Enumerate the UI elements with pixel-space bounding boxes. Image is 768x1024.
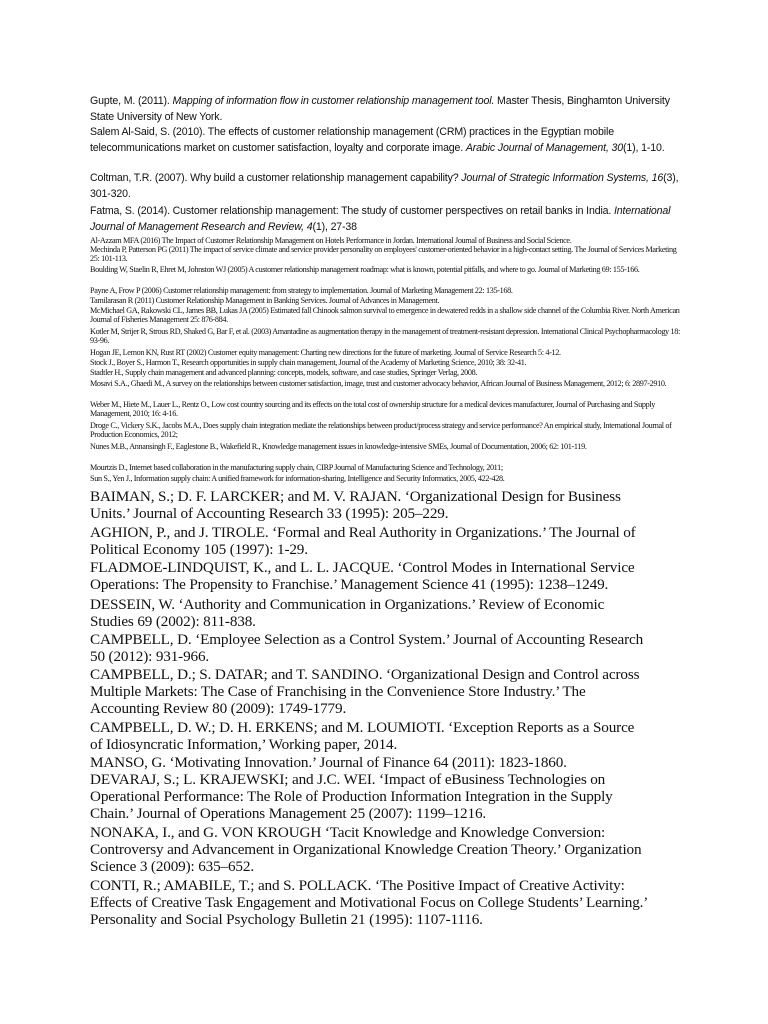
reference-text-segment: NONAKA, I., and G. VON KROUGH ‘Tacit Knowledge and Knowledge Conversion: Controversy and Advancement in Organizational Knowledge Creation Theory.’ Organization Science 3 (2009): 635–652. <box>90 824 642 876</box>
reference-text-segment: DEVARAJ, S.; L. KRAJEWSKI; and J.C. WEI. ‘Impact of eBusiness Technologies on Operational Performance: The Role of Production Information Integration in the Supply Chain.’ Journal of Operations Management 25 (2007): 1199–1216. <box>90 771 613 823</box>
reference-entry-1 <box>90 94 680 125</box>
reference-italic-segment: Journal of Strategic Information Systems, 16 <box>461 172 664 184</box>
reference-text-segment: Gupte, M. (2011). <box>90 95 173 107</box>
reference-text-segment: Tamilarasan R (2011) Customer Relationship Management in Banking Services. Journal of Advances in Management. <box>90 296 440 305</box>
reference-entry-2 <box>90 125 680 156</box>
reference-entry-28 <box>90 754 650 771</box>
reference-entry-17 <box>90 421 682 439</box>
reference-text-segment: Boulding W, Staelin R, Ehret M, Johnston WJ (2005) A customer relationship management roadmap: what is known, potential pitfalls, and where to go. Journal of Marketing 69: 155-166. <box>90 265 640 274</box>
reference-entry-4 <box>90 204 680 235</box>
reference-text-segment: Coltman, T.R. (2007). Why build a customer relationship management capability? <box>90 172 462 184</box>
reference-text-segment: Fatma, S. (2014). Customer relationship management: The study of customer perspectives on retail banks in India. <box>90 205 614 217</box>
reference-entry-10 <box>90 306 682 324</box>
reference-italic-segment: Mapping of information flow in customer relationship management tool. <box>172 95 495 107</box>
reference-text-segment: CONTI, R.; AMABILE, T.; and S. POLLACK. ‘The Positive Impact of Creative Activity: Effects of Creative Task Engagement and Motivational Focus on College Students’ Learning.’ Personality and Social Psychology Bulletin 21 (1995): 1107-1116. <box>90 877 648 929</box>
reference-entry-11 <box>90 327 682 345</box>
reference-entry-24 <box>90 596 650 630</box>
reference-entry-14 <box>90 368 682 377</box>
reference-text-segment: (1), 27-38 <box>312 220 357 233</box>
reference-entry-15 <box>90 379 682 388</box>
reference-text-segment: Kotler M, Strijer R, Strous RD, Shaked G, Bar F, et al. (2003) Amantadine as augmentation therapy in the management of treatment-resistant depression. International Clinical Psychopharmacology 18: 93-96. <box>90 327 680 346</box>
reference-text-segment: Master Thesis, Binghamton University State University of New York. <box>90 95 670 123</box>
reference-entry-9 <box>90 296 682 305</box>
reference-text-segment: Mosavi S.A., Ghaedi M., A survey on the relationships between customer satisfaction, image, trust and customer advocacy behavior, African Journal of Business Management, 2012; 6: 2897-2910. <box>90 379 667 388</box>
reference-entry-27 <box>90 719 650 753</box>
reference-entry-5 <box>90 236 682 245</box>
reference-text-segment: Sun S., Yen J., Information supply chain: A unified framework for information-sharing, Intelligence and Security Informatics, 2005, 422-428. <box>90 474 505 483</box>
reference-text-segment: Payne A, Frow P (2006) Customer relationship management: from strategy to implementation. Journal of Marketing Management 22: 135-168. <box>90 286 513 295</box>
reference-text-segment: Stadtler H., Supply chain management and advanced planning: concepts, models, software, and case studies, Springer Verlag, 2008. <box>90 368 478 377</box>
reference-text-segment: Al-Azzam MFA (2016) The Impact of Customer Relationship Management on Hotels Performance in Jordan. International Journal of Business and Social Science. <box>90 236 572 245</box>
reference-text-segment: CAMPBELL, D.; S. DATAR; and T. SANDINO. ‘Organizational Design and Control across Multiple Markets: The Case of Franchising in the Convenience Store Industry.’ The Accounting Review 80 (2009): 1749-1779. <box>90 666 640 718</box>
reference-entry-20 <box>90 474 682 483</box>
reference-entry-6 <box>90 245 682 263</box>
reference-entry-25 <box>90 631 650 665</box>
reference-entry-26 <box>90 666 650 718</box>
reference-text-segment: Hogan JE, Lemon KN, Rust RT (2002) Customer equity management: Charting new directions for the future of marketing. Journal of Service Research 5: 4-12. <box>90 348 561 357</box>
reference-text-segment: Nunes M.B., Annansingh F., Eaglestone B., Wakefield R., Knowledge management issues in knowledge-intensive SMEs, Journal of Documentation, 2006; 62: 101-119. <box>90 442 587 451</box>
reference-italic-segment: Arabic Journal of Management, 30 <box>465 141 624 154</box>
reference-entry-29 <box>90 771 650 823</box>
reference-text-segment: (3), 301-320. <box>90 172 679 200</box>
reference-entry-13 <box>90 358 682 367</box>
reference-entry-18 <box>90 442 682 451</box>
reference-text-segment: MANSO, G. ‘Motivating Innovation.’ Journal of Finance 64 (2011): 1823-1860. <box>90 754 567 771</box>
reference-text-segment: CAMPBELL, D. W.; D. H. ERKENS; and M. LOUMIOTI. ‘Exception Reports as a Source of Idiosyncratic Information,’ Working paper, 2014. <box>90 719 635 754</box>
reference-entry-22 <box>90 524 650 558</box>
reference-text-segment: Weber M., Hiete M., Lauer L., Rentz O., Low cost country sourcing and its effects on the total cost of ownership structure for a medical devices manufacturer, Journal of Purchasing and Supply Management, 2010; 16: 4-16. <box>90 400 655 419</box>
reference-entry-8 <box>90 286 682 295</box>
reference-entry-30 <box>90 824 650 876</box>
reference-entry-7 <box>90 265 682 274</box>
reference-text-segment: Mechinda P, Patterson PG (2011) The impact of service climate and service provider personality on employees' customer-oriented behavior in a high-contact setting. The Journal of Services Marketing 25: 101-113. <box>90 245 677 264</box>
reference-entry-3 <box>90 171 680 202</box>
reference-entry-23 <box>90 559 650 593</box>
reference-text-segment: McMichael GA, Rakowski CL, James BB, Lukas JA (2005) Estimated fall Chinook salmon survival to emergence in dewatered redds in a shallow side channel of the Columbia River. North American Journal of Fisheries Management 25: 876-884. <box>90 306 680 325</box>
reference-text-segment: FLADMOE-LINDQUIST, K., and L. L. JACQUE. ‘Control Modes in International Service Operations: The Propensity to Franchise.’ Management Science 41 (1995): 1238–1249. <box>90 559 635 594</box>
reference-text-segment: Stock J., Boyer S., Harmon T., Research opportunities in supply chain management, Journal of the Academy of Marketing Science, 2010; 38: 32-41. <box>90 358 527 367</box>
reference-text-segment: Salem Al-Said, S. (2010). The effects of customer relationship management (CRM) practices in the Egyptian mobile telecommunications market on customer satisfaction, loyalty and corporate image. <box>90 126 614 154</box>
reference-entry-12 <box>90 348 682 357</box>
reference-entry-16 <box>90 400 682 418</box>
reference-entry-19 <box>90 463 682 472</box>
reference-entry-21 <box>90 488 650 522</box>
reference-text-segment: (1), 1-10. <box>623 141 665 154</box>
reference-text-segment: DESSEIN, W. ‘Authority and Communication in Organizations.’ Review of Economic Studies 69 (2002): 811-838. <box>90 596 605 631</box>
reference-text-segment: AGHION, P., and J. TIROLE. ‘Formal and Real Authority in Organizations.’ The Journal of Political Economy 105 (1997): 1-29. <box>90 524 636 559</box>
reference-text-segment: Mourtzis D., Internet based collaboration in the manufacturing supply chain, CIRP Journal of Manufacturing Science and Technology, 2011; <box>90 463 503 472</box>
reference-text-segment: BAIMAN, S.; D. F. LARCKER; and M. V. RAJAN. ‘Organizational Design for Business Units.’ Journal of Accounting Research 33 (1995): 205–229. <box>90 488 621 523</box>
reference-text-segment: CAMPBELL, D. ‘Employee Selection as a Control System.’ Journal of Accounting Research 50 (2012): 931-966. <box>90 631 644 666</box>
reference-entry-31 <box>90 877 650 929</box>
reference-text-segment: Droge C., Vickery S.K., Jacobs M.A., Does supply chain integration mediate the relationships between product/process strategy and service performance? An empirical study, International Journal of Production Economics, 2012; <box>90 421 672 440</box>
reference-italic-segment: International Journal of Management Research and Review, 4 <box>90 205 671 233</box>
